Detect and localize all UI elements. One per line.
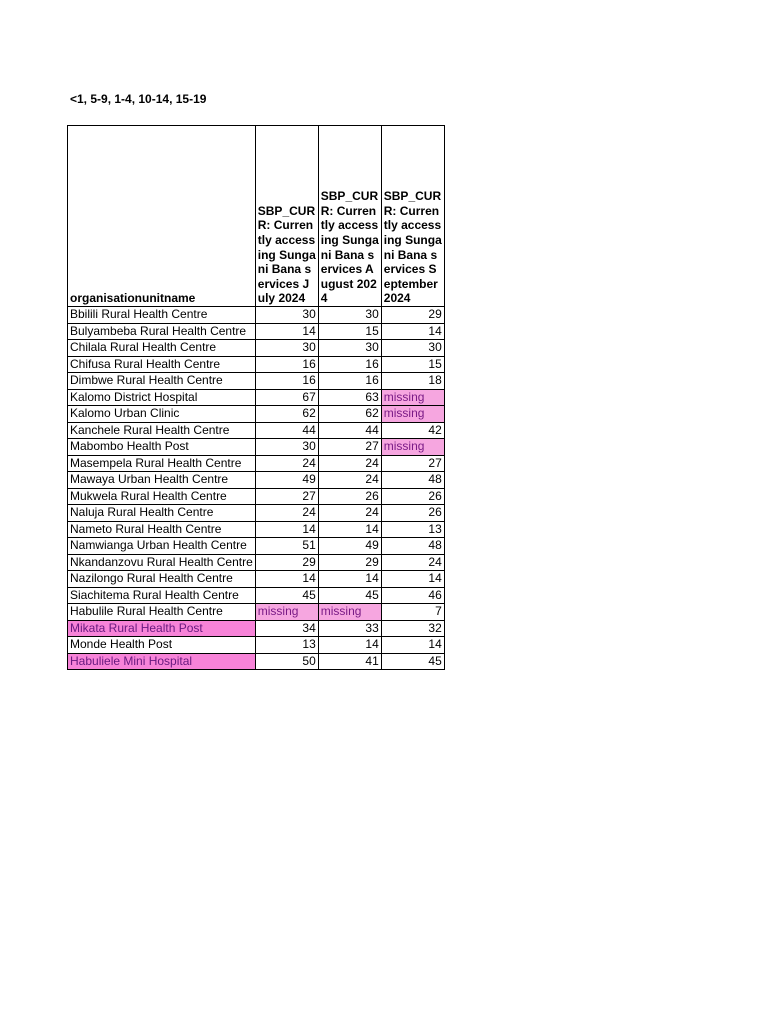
cell-orgunit-name[interactable]: Chifusa Rural Health Centre — [68, 356, 256, 373]
cell-july-2024[interactable]: 49 — [255, 472, 318, 489]
column-header-orgunit: organisationunitname — [68, 126, 256, 307]
cell-august-2024[interactable]: 16 — [318, 373, 381, 390]
table-row — [68, 620, 445, 637]
cell-orgunit-name[interactable]: Namwianga Urban Health Centre — [68, 538, 256, 555]
table-row — [68, 637, 445, 654]
cell-orgunit-name[interactable]: Nazilongo Rural Health Centre — [68, 571, 256, 588]
cell-september-2024[interactable]: missing — [381, 389, 444, 406]
cell-august-2024[interactable]: 27 — [318, 439, 381, 456]
cell-july-2024[interactable]: 24 — [255, 455, 318, 472]
cell-september-2024[interactable]: 48 — [381, 538, 444, 555]
cell-orgunit-name[interactable]: Nkandanzovu Rural Health Centre — [68, 554, 256, 571]
cell-july-2024[interactable]: 51 — [255, 538, 318, 555]
cell-orgunit-name[interactable]: Kanchele Rural Health Centre — [68, 422, 256, 439]
cell-orgunit-name[interactable]: Naluja Rural Health Centre — [68, 505, 256, 522]
cell-september-2024[interactable]: 14 — [381, 637, 444, 654]
cell-september-2024[interactable]: 14 — [381, 571, 444, 588]
cell-august-2024[interactable]: 30 — [318, 340, 381, 357]
cell-august-2024[interactable]: 14 — [318, 571, 381, 588]
cell-september-2024[interactable]: missing — [381, 406, 444, 423]
cell-august-2024[interactable]: 24 — [318, 455, 381, 472]
table-row — [68, 373, 445, 390]
cell-august-2024[interactable]: 29 — [318, 554, 381, 571]
table-row — [68, 356, 445, 373]
cell-august-2024[interactable]: 30 — [318, 307, 381, 324]
cell-august-2024[interactable]: 62 — [318, 406, 381, 423]
cell-orgunit-name[interactable]: Mukwela Rural Health Centre — [68, 488, 256, 505]
header-row — [68, 126, 445, 307]
table-row — [68, 571, 445, 588]
table-row — [68, 340, 445, 357]
cell-july-2024[interactable]: 62 — [255, 406, 318, 423]
table-row — [68, 554, 445, 571]
column-header-september-2024: SBP_CURR: Currently accessing Sungani Bana services September 2024 — [381, 126, 444, 307]
table-row — [68, 521, 445, 538]
cell-august-2024[interactable]: 63 — [318, 389, 381, 406]
table-row — [68, 653, 445, 670]
table-row — [68, 406, 445, 423]
table-row — [68, 455, 445, 472]
cell-orgunit-name[interactable]: Chilala Rural Health Centre — [68, 340, 256, 357]
table-row — [68, 422, 445, 439]
cell-september-2024[interactable]: 42 — [381, 422, 444, 439]
cell-august-2024[interactable]: 16 — [318, 356, 381, 373]
cell-september-2024[interactable]: 26 — [381, 505, 444, 522]
cell-july-2024[interactable]: 30 — [255, 307, 318, 324]
cell-orgunit-name[interactable]: Monde Health Post — [68, 637, 256, 654]
cell-orgunit-name[interactable]: Mikata Rural Health Post — [68, 620, 256, 637]
cell-august-2024[interactable]: 45 — [318, 587, 381, 604]
cell-september-2024[interactable]: 15 — [381, 356, 444, 373]
cell-september-2024[interactable]: 48 — [381, 472, 444, 489]
cell-august-2024[interactable]: 14 — [318, 637, 381, 654]
cell-september-2024[interactable]: 29 — [381, 307, 444, 324]
table-row — [68, 439, 445, 456]
cell-july-2024[interactable]: 14 — [255, 521, 318, 538]
cell-july-2024[interactable]: 13 — [255, 637, 318, 654]
cell-july-2024[interactable]: 16 — [255, 373, 318, 390]
cell-september-2024[interactable]: 24 — [381, 554, 444, 571]
cell-september-2024[interactable]: 45 — [381, 653, 444, 670]
cell-september-2024[interactable]: missing — [381, 439, 444, 456]
table-row — [68, 389, 445, 406]
table-body — [68, 307, 445, 670]
cell-september-2024[interactable]: 30 — [381, 340, 444, 357]
cell-august-2024[interactable]: 44 — [318, 422, 381, 439]
cell-july-2024[interactable]: 67 — [255, 389, 318, 406]
cell-august-2024[interactable]: 14 — [318, 521, 381, 538]
cell-september-2024[interactable]: 13 — [381, 521, 444, 538]
cell-orgunit-name[interactable]: Bulyambeba Rural Health Centre — [68, 323, 256, 340]
table-row — [68, 538, 445, 555]
table-row — [68, 587, 445, 604]
cell-july-2024[interactable]: 30 — [255, 439, 318, 456]
cell-august-2024[interactable]: 24 — [318, 472, 381, 489]
cell-september-2024[interactable]: 26 — [381, 488, 444, 505]
cell-july-2024[interactable]: 14 — [255, 323, 318, 340]
column-header-august-2024: SBP_CURR: Currently accessing Sungani Bana services August 2024 — [318, 126, 381, 307]
cell-orgunit-name[interactable]: Kalomo District Hospital — [68, 389, 256, 406]
cell-september-2024[interactable]: 7 — [381, 604, 444, 621]
cell-orgunit-name[interactable]: Dimbwe Rural Health Centre — [68, 373, 256, 390]
cell-september-2024[interactable]: 14 — [381, 323, 444, 340]
cell-july-2024[interactable]: 27 — [255, 488, 318, 505]
cell-orgunit-name[interactable]: Habulile Rural Health Centre — [68, 604, 256, 621]
cell-august-2024[interactable]: 24 — [318, 505, 381, 522]
table-row — [68, 604, 445, 621]
cell-orgunit-name[interactable]: Nameto Rural Health Centre — [68, 521, 256, 538]
cell-july-2024[interactable]: 45 — [255, 587, 318, 604]
cell-july-2024[interactable]: 34 — [255, 620, 318, 637]
cell-september-2024[interactable]: 18 — [381, 373, 444, 390]
cell-august-2024[interactable]: 33 — [318, 620, 381, 637]
cell-september-2024[interactable]: 32 — [381, 620, 444, 637]
cell-orgunit-name[interactable]: Bbilili Rural Health Centre — [68, 307, 256, 324]
cell-july-2024[interactable]: 30 — [255, 340, 318, 357]
table-row — [68, 488, 445, 505]
cell-orgunit-name[interactable]: Siachitema Rural Health Centre — [68, 587, 256, 604]
cell-july-2024[interactable]: 29 — [255, 554, 318, 571]
page-title: <1, 5-9, 1-4, 10-14, 15-19 — [70, 92, 207, 106]
cell-september-2024[interactable]: 27 — [381, 455, 444, 472]
column-header-july-2024: SBP_CURR: Currently accessing Sungani Bana services July 2024 — [255, 126, 318, 307]
cell-september-2024[interactable]: 46 — [381, 587, 444, 604]
cell-orgunit-name[interactable]: Mabombo Health Post — [68, 439, 256, 456]
cell-july-2024[interactable]: 44 — [255, 422, 318, 439]
table-row — [68, 323, 445, 340]
cell-july-2024[interactable]: 50 — [255, 653, 318, 670]
table-row — [68, 472, 445, 489]
table-row — [68, 307, 445, 324]
cell-august-2024[interactable]: 41 — [318, 653, 381, 670]
cell-july-2024[interactable]: 14 — [255, 571, 318, 588]
table-row — [68, 505, 445, 522]
cell-orgunit-name[interactable]: Habuliele Mini Hospital — [68, 653, 256, 670]
cell-august-2024[interactable]: 15 — [318, 323, 381, 340]
cell-july-2024[interactable]: missing — [255, 604, 318, 621]
cell-july-2024[interactable]: 16 — [255, 356, 318, 373]
cell-orgunit-name[interactable]: Mawaya Urban Health Centre — [68, 472, 256, 489]
cell-orgunit-name[interactable]: Masempela Rural Health Centre — [68, 455, 256, 472]
cell-august-2024[interactable]: 26 — [318, 488, 381, 505]
cell-july-2024[interactable]: 24 — [255, 505, 318, 522]
cell-orgunit-name[interactable]: Kalomo Urban Clinic — [68, 406, 256, 423]
data-table — [67, 125, 445, 670]
cell-august-2024[interactable]: 49 — [318, 538, 381, 555]
cell-august-2024[interactable]: missing — [318, 604, 381, 621]
